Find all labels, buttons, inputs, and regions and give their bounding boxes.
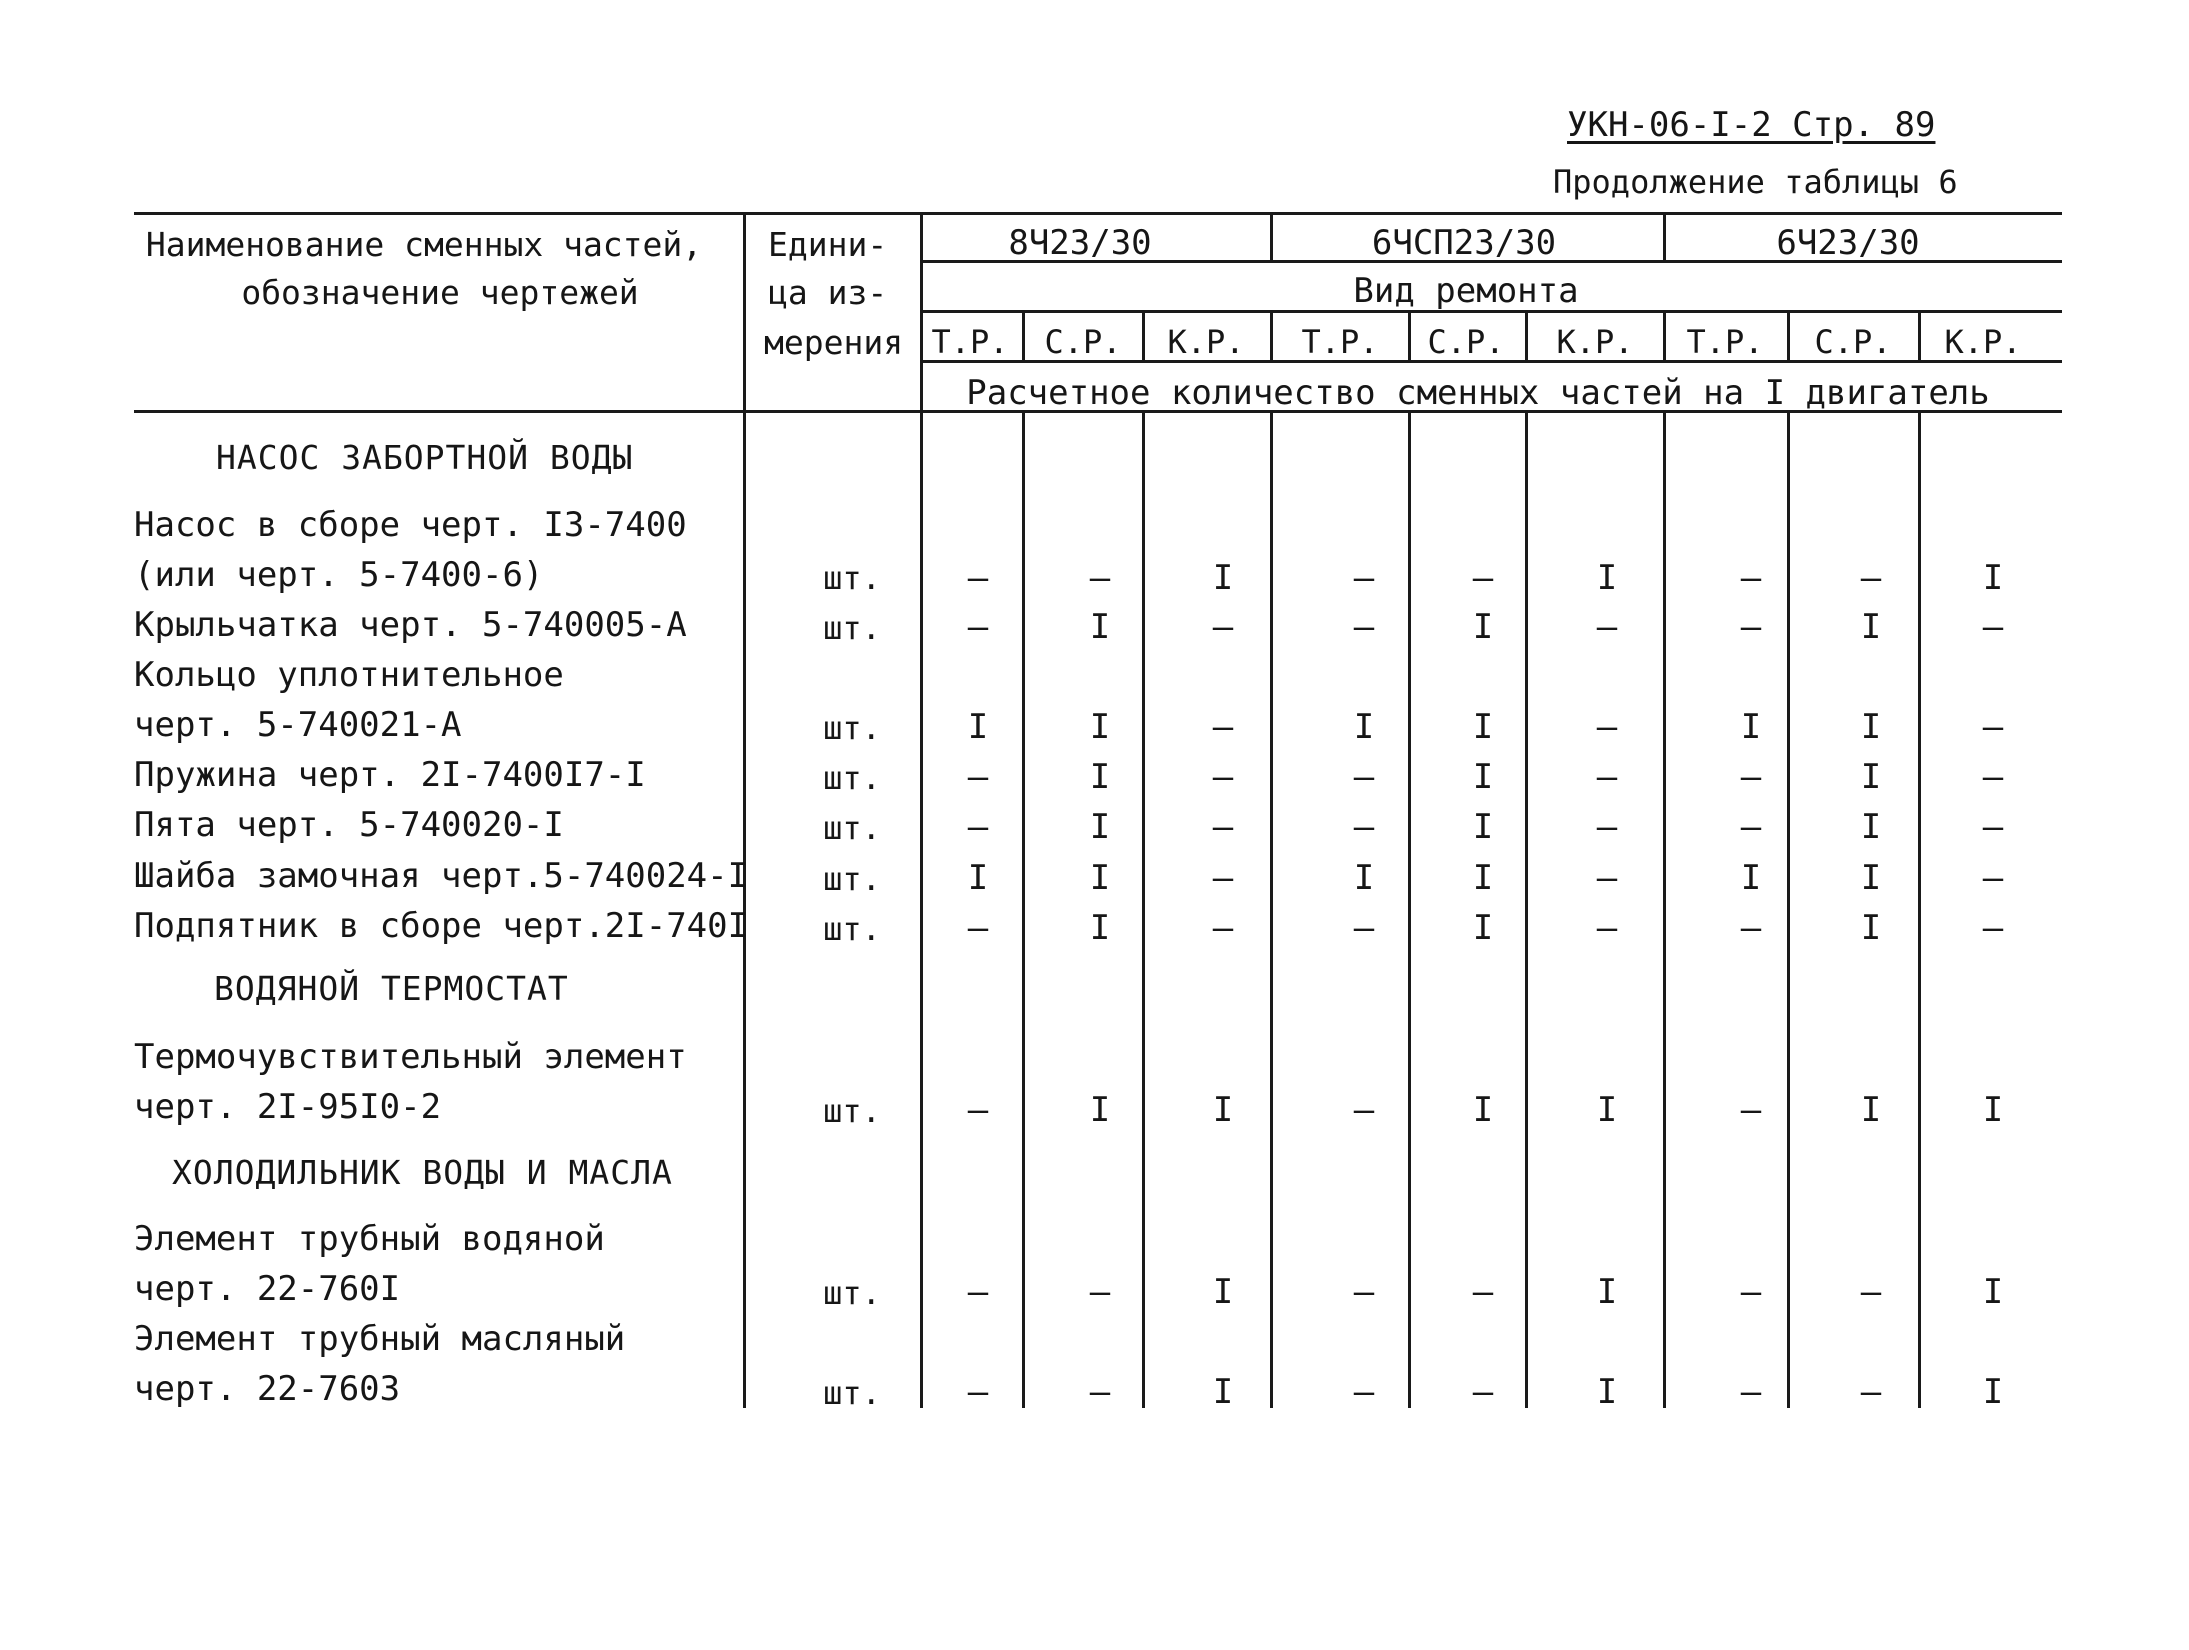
- engine-label-2: 6ЧСП23/30: [1371, 223, 1557, 263]
- repair-code-5: С.Р.: [1427, 323, 1505, 361]
- unit-cell: шт.: [823, 709, 881, 747]
- value-cell: I: [1089, 607, 1111, 647]
- body-divider-7: [1787, 412, 1790, 1408]
- value-cell: I: [1212, 1090, 1234, 1130]
- body-divider-8: [1918, 412, 1921, 1408]
- value-cell: –: [1212, 607, 1234, 647]
- name-column-header-line-2: обозначение чертежей: [241, 273, 639, 312]
- repair-code-1: Т.Р.: [931, 323, 1009, 361]
- value-cell: –: [1740, 757, 1762, 797]
- body-divider-6: [1663, 412, 1666, 1408]
- value-cell: I: [1982, 1372, 2004, 1412]
- value-cell: I: [967, 707, 989, 747]
- value-cell: I: [1472, 908, 1494, 948]
- value-cell: –: [967, 1372, 989, 1412]
- unit-cell: шт.: [823, 559, 881, 597]
- value-cell: –: [1740, 1272, 1762, 1312]
- repair-code-4: Т.Р.: [1301, 323, 1379, 361]
- item-name-thrust-bearing: Подпятник в сборе черт.2I-740I: [134, 906, 749, 946]
- value-cell: –: [1212, 757, 1234, 797]
- value-cell: –: [1740, 1090, 1762, 1130]
- value-cell: –: [1982, 757, 2004, 797]
- unit-cell: шт.: [823, 1092, 881, 1130]
- unit-cell: шт.: [823, 1374, 881, 1412]
- value-cell: –: [1982, 858, 2004, 898]
- value-cell: –: [1740, 908, 1762, 948]
- item-name-pump-assembly-2: (или черт. 5-7400-6): [134, 555, 544, 595]
- repair-divider-5: [1525, 312, 1528, 362]
- item-name-thermo-element-2: черт. 2I-95I0-2: [134, 1087, 442, 1127]
- value-cell: –: [1353, 1090, 1375, 1130]
- value-cell: I: [1860, 908, 1882, 948]
- value-cell: –: [1740, 1372, 1762, 1412]
- value-cell: I: [967, 858, 989, 898]
- repair-type-label: Вид ремонта: [1353, 271, 1579, 311]
- value-cell: –: [1353, 908, 1375, 948]
- value-cell: –: [1212, 707, 1234, 747]
- value-cell: I: [1472, 757, 1494, 797]
- value-cell: –: [1353, 558, 1375, 598]
- value-cell: –: [1596, 908, 1618, 948]
- repair-code-3: К.Р.: [1167, 323, 1245, 361]
- value-cell: –: [1740, 558, 1762, 598]
- section-title-seawater-pump: НАСОС ЗАБОРТНОЙ ВОДЫ: [216, 438, 634, 477]
- value-cell: I: [1740, 858, 1762, 898]
- item-name-oil-tube-element-1: Элемент трубный масляный: [134, 1319, 626, 1359]
- value-cell: –: [1212, 908, 1234, 948]
- item-name-water-tube-element-2: черт. 22-760I: [134, 1269, 401, 1309]
- value-cell: I: [1860, 607, 1882, 647]
- body-divider-4: [1408, 412, 1411, 1408]
- value-cell: –: [1596, 858, 1618, 898]
- value-cell: I: [1089, 807, 1111, 847]
- unit-cell: шт.: [823, 609, 881, 647]
- value-cell: –: [1596, 707, 1618, 747]
- value-cell: I: [1472, 707, 1494, 747]
- value-cell: I: [1860, 1090, 1882, 1130]
- item-name-seal-ring-2: черт. 5-740021-А: [134, 705, 462, 745]
- name-column-divider: [743, 212, 746, 1408]
- value-cell: –: [1089, 1372, 1111, 1412]
- value-cell: –: [1353, 607, 1375, 647]
- value-cell: –: [1596, 757, 1618, 797]
- item-name-oil-tube-element-2: черт. 22-7603: [134, 1369, 401, 1409]
- item-name-lock-washer: Шайба замочная черт.5-740024-I: [134, 856, 749, 896]
- unit-column-header-line-2: ца из-: [768, 273, 888, 312]
- unit-cell: шт.: [823, 809, 881, 847]
- unit-cell: шт.: [823, 759, 881, 797]
- unit-column-divider: [920, 212, 923, 1408]
- value-cell: I: [1212, 1372, 1234, 1412]
- value-cell: –: [967, 807, 989, 847]
- value-cell: –: [1860, 1272, 1882, 1312]
- value-cell: I: [1089, 707, 1111, 747]
- value-cell: I: [1472, 607, 1494, 647]
- unit-cell: шт.: [823, 860, 881, 898]
- value-cell: I: [1596, 1372, 1618, 1412]
- value-cell: –: [967, 908, 989, 948]
- value-cell: –: [1353, 807, 1375, 847]
- unit-column-header-line-1: Едини-: [768, 225, 888, 264]
- name-column-header-line-1: Наименование сменных частей,: [145, 225, 703, 264]
- repair-divider-6: [1663, 312, 1666, 362]
- value-cell: I: [1982, 558, 2004, 598]
- item-name-pump-assembly-1: Насос в сборе черт. I3-7400: [134, 505, 687, 545]
- value-cell: I: [1982, 1272, 2004, 1312]
- value-cell: –: [1353, 1272, 1375, 1312]
- value-cell: –: [1089, 1272, 1111, 1312]
- item-name-thermo-element-1: Термочувствительный элемент: [134, 1037, 687, 1077]
- value-cell: I: [1860, 707, 1882, 747]
- engine-label-3: 6Ч23/30: [1776, 223, 1920, 263]
- repair-code-6: К.Р.: [1556, 323, 1634, 361]
- document-reference: УКН-06-I-2 Стр. 89: [1567, 105, 1936, 145]
- value-cell: I: [1596, 558, 1618, 598]
- value-cell: –: [1353, 757, 1375, 797]
- item-name-seal-ring-1: Кольцо уплотнительное: [134, 655, 564, 695]
- value-cell: I: [1860, 757, 1882, 797]
- body-divider-2: [1142, 412, 1145, 1408]
- value-cell: –: [1472, 1372, 1494, 1412]
- repair-divider-7: [1787, 312, 1790, 362]
- repair-code-2: С.Р.: [1044, 323, 1122, 361]
- repair-divider-1: [1022, 312, 1025, 362]
- value-cell: –: [1212, 807, 1234, 847]
- value-cell: –: [1982, 807, 2004, 847]
- item-name-spring: Пружина черт. 2I-7400I7-I: [134, 755, 646, 795]
- engine-divider-1: [1270, 212, 1273, 262]
- value-cell: I: [1472, 858, 1494, 898]
- body-divider-1: [1022, 412, 1025, 1408]
- repair-code-7: Т.Р.: [1686, 323, 1764, 361]
- value-cell: I: [1089, 908, 1111, 948]
- value-cell: –: [1212, 858, 1234, 898]
- value-cell: –: [967, 558, 989, 598]
- unit-column-header-line-3: мерения: [764, 323, 904, 362]
- value-cell: –: [967, 1090, 989, 1130]
- table-top-rule: [134, 212, 2062, 215]
- repair-divider-3: [1270, 312, 1273, 362]
- value-cell: I: [1860, 807, 1882, 847]
- value-cell: I: [1089, 1090, 1111, 1130]
- value-cell: –: [1472, 558, 1494, 598]
- value-cell: –: [1982, 607, 2004, 647]
- engine-label-1: 8Ч23/30: [1008, 223, 1152, 263]
- value-cell: I: [1353, 858, 1375, 898]
- repair-code-8: С.Р.: [1814, 323, 1892, 361]
- value-cell: I: [1089, 757, 1111, 797]
- repair-code-9: К.Р.: [1944, 323, 2022, 361]
- value-cell: I: [1212, 1272, 1234, 1312]
- value-cell: I: [1089, 858, 1111, 898]
- value-cell: –: [1982, 707, 2004, 747]
- item-name-water-tube-element-1: Элемент трубный водяной: [134, 1219, 605, 1259]
- value-cell: I: [1596, 1272, 1618, 1312]
- value-cell: I: [1982, 1090, 2004, 1130]
- value-cell: I: [1596, 1090, 1618, 1130]
- repair-divider-4: [1408, 312, 1411, 362]
- value-cell: –: [1089, 558, 1111, 598]
- unit-cell: шт.: [823, 1274, 881, 1312]
- engine-divider-2: [1663, 212, 1666, 262]
- item-name-heel: Пята черт. 5-740020-I: [134, 805, 564, 845]
- value-cell: –: [1740, 807, 1762, 847]
- value-cell: –: [1740, 607, 1762, 647]
- value-cell: I: [1472, 1090, 1494, 1130]
- value-cell: –: [967, 757, 989, 797]
- value-cell: –: [967, 607, 989, 647]
- value-cell: –: [1860, 1372, 1882, 1412]
- section-title-water-oil-cooler: ХОЛОДИЛЬНИК ВОДЫ И МАСЛА: [172, 1153, 673, 1192]
- value-cell: –: [967, 1272, 989, 1312]
- unit-cell: шт.: [823, 910, 881, 948]
- body-divider-5: [1525, 412, 1528, 1408]
- value-cell: –: [1596, 807, 1618, 847]
- value-cell: –: [1860, 558, 1882, 598]
- table-continuation-label: Продолжение таблицы 6: [1553, 163, 1958, 201]
- section-title-water-thermostat: ВОДЯНОЙ ТЕРМОСТАТ: [214, 969, 569, 1008]
- value-cell: I: [1740, 707, 1762, 747]
- value-cell: –: [1982, 908, 2004, 948]
- body-divider-3: [1270, 412, 1273, 1408]
- value-cell: I: [1353, 707, 1375, 747]
- value-cell: I: [1472, 807, 1494, 847]
- value-cell: I: [1860, 858, 1882, 898]
- value-cell: I: [1212, 558, 1234, 598]
- value-cell: –: [1472, 1272, 1494, 1312]
- item-name-impeller: Крыльчатка черт. 5-740005-А: [134, 605, 687, 645]
- repair-divider-2: [1142, 312, 1145, 362]
- value-cell: –: [1353, 1372, 1375, 1412]
- repair-divider-8: [1918, 312, 1921, 362]
- quantity-header: Расчетное количество сменных частей на I двигатель: [966, 373, 1990, 413]
- value-cell: –: [1596, 607, 1618, 647]
